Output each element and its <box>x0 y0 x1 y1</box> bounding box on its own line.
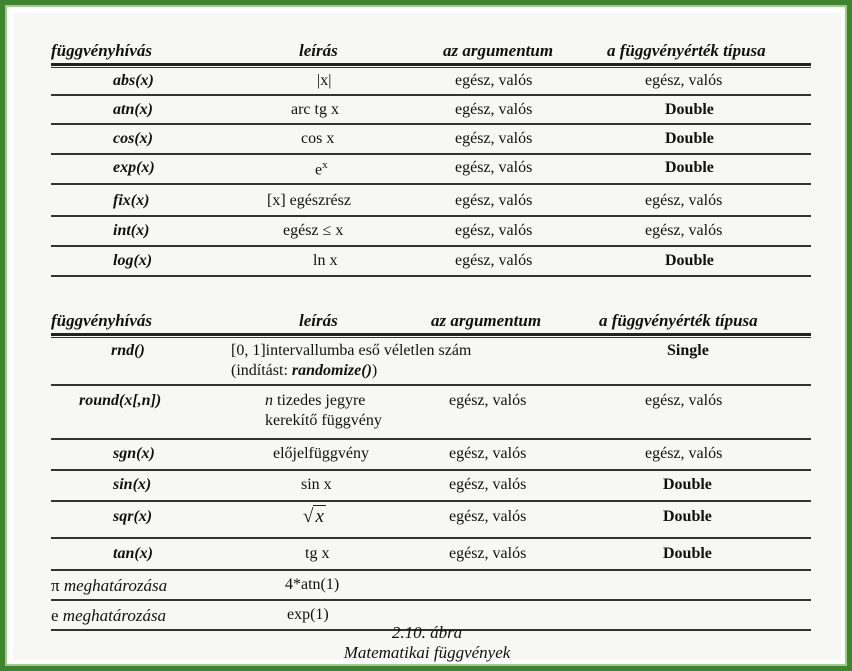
cell-return-type: Double <box>665 101 714 118</box>
description-line1: tizedes jegyre <box>273 392 366 409</box>
table-row <box>51 155 811 185</box>
cell-description: |x| <box>317 72 332 89</box>
cell-description: [x] egészrész <box>267 192 351 209</box>
table-row <box>51 571 811 601</box>
cell-description: ln x <box>313 252 338 269</box>
cell-return-type: Double <box>663 508 712 525</box>
cell-pi-label <box>51 576 167 596</box>
cell-function: sqr(x) <box>113 508 153 525</box>
pi-label-text: meghatározása <box>59 576 168 595</box>
digits-n: n <box>265 392 273 409</box>
header-description: leírás <box>299 311 338 330</box>
cell-function: rnd() <box>111 342 145 359</box>
table-header <box>51 309 811 333</box>
cell-description <box>265 392 365 410</box>
cell-argument: egész, valós <box>455 252 533 269</box>
exp-superscript: x <box>322 159 328 171</box>
cell-return-type: egész, valós <box>645 192 723 209</box>
table-row <box>51 502 811 539</box>
cell-description-line2: kerekítő függvény <box>265 412 382 429</box>
table-row <box>51 217 811 247</box>
cell-pi-value: 4*atn(1) <box>285 576 340 593</box>
cell-return-type: egész, valós <box>645 72 723 89</box>
table-row <box>51 125 811 155</box>
cell-description: előjelfüggvény <box>273 445 369 462</box>
note-suffix: ) <box>371 362 378 379</box>
cell-argument: egész, valós <box>455 222 533 239</box>
cell-argument: egész, valós <box>449 445 527 462</box>
cell-description-sqrt <box>303 506 326 528</box>
cell-return-type: Double <box>665 252 714 269</box>
cell-return-type: Double <box>665 130 714 147</box>
cell-function: round(x[,n]) <box>79 392 162 409</box>
cell-argument: egész, valós <box>455 192 533 209</box>
table-row <box>51 539 811 571</box>
header-rule <box>51 333 811 336</box>
figure-caption: Matematikai függvények <box>343 643 511 662</box>
e-label-text: meghatározása <box>58 606 167 625</box>
table-row <box>51 338 811 386</box>
cell-argument: egész, valós <box>449 476 527 493</box>
cell-return-type: egész, valós <box>645 392 723 409</box>
cell-function: atn(x) <box>113 101 153 118</box>
cell-function: tan(x) <box>113 545 153 562</box>
header-function-call: függvényhívás <box>51 41 153 60</box>
table-header <box>51 39 811 63</box>
cell-function: sgn(x) <box>113 445 155 462</box>
cell-return-type: Double <box>665 159 714 176</box>
cell-argument: egész, valós <box>455 101 533 118</box>
header-return-type: a függvényérték típusa <box>599 311 758 330</box>
cell-argument: egész, valós <box>455 72 533 89</box>
table-row <box>51 440 811 471</box>
cell-argument: egész, valós <box>455 130 533 147</box>
cell-return-type: Single <box>667 342 709 359</box>
cell-function: int(x) <box>113 222 150 239</box>
cell-argument: egész, valós <box>449 392 527 409</box>
cell-description: [0, 1]intervallumba eső véletlen szám <box>231 342 472 359</box>
cell-return-type: egész, valós <box>645 445 723 462</box>
cell-return-type: egész, valós <box>645 222 723 239</box>
table-row <box>51 471 811 502</box>
cell-function: log(x) <box>113 252 153 269</box>
scanned-page <box>13 13 841 660</box>
header-description: leírás <box>299 41 338 60</box>
table-row <box>51 68 811 96</box>
cell-description: egész ≤ x <box>283 222 344 239</box>
cell-description: sin x <box>301 476 332 493</box>
cell-function: exp(x) <box>113 159 155 176</box>
sqrt-icon: √ <box>303 506 314 527</box>
table-row <box>51 185 811 217</box>
cell-function: fix(x) <box>113 192 150 209</box>
note-prefix: (indítást: <box>231 362 292 379</box>
function-table-2 <box>51 309 811 631</box>
exp-base: e <box>315 161 323 179</box>
inner-frame <box>5 5 847 666</box>
cell-e-value: exp(1) <box>287 606 329 623</box>
cell-description: tg x <box>305 545 330 562</box>
pi-symbol: π <box>51 576 60 595</box>
cell-argument: egész, valós <box>455 159 533 176</box>
cell-function: abs(x) <box>113 72 154 89</box>
header-argument: az argumentum <box>431 311 542 330</box>
cell-description: cos x <box>301 130 335 147</box>
cell-function: sin(x) <box>113 476 152 493</box>
note-randomize: randomize() <box>291 362 372 379</box>
table-row <box>51 96 811 125</box>
cell-description <box>315 159 328 179</box>
cell-return-type: Double <box>663 545 712 562</box>
sqrt-argument: x <box>315 506 324 527</box>
cell-description-note <box>231 362 377 380</box>
cell-argument: egész, valós <box>449 545 527 562</box>
header-rule <box>51 63 811 66</box>
cell-argument: egész, valós <box>449 508 527 525</box>
figure-number: 2.10. ábra <box>391 623 463 642</box>
function-table-1 <box>51 39 811 277</box>
cell-description: arc tg x <box>291 101 339 118</box>
cell-return-type: Double <box>663 476 712 493</box>
table-row <box>51 247 811 277</box>
header-argument: az argumentum <box>443 41 554 60</box>
cell-function: cos(x) <box>113 130 153 147</box>
e-symbol: e <box>51 606 59 625</box>
header-return-type: a függvényérték típusa <box>607 41 766 60</box>
table-row <box>51 386 811 440</box>
header-function-call: függvényhívás <box>51 311 153 330</box>
